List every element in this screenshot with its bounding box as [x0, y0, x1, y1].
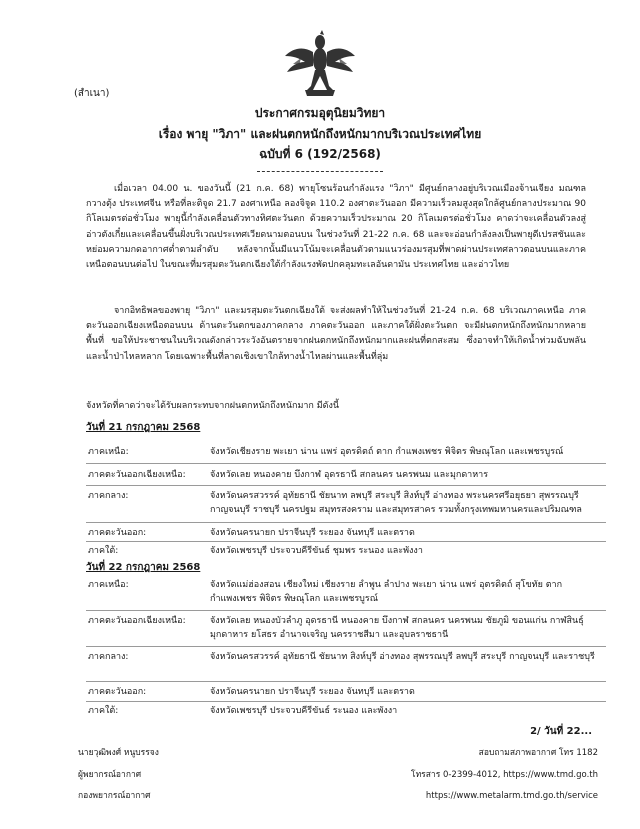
region-label: ภาคตะวันออก:	[88, 687, 147, 697]
paragraph-storm-status-text: เมื่อเวลา 04.00 น. ของวันนี้ (21 ก.ค. 68) พายุโซนร้อนกำลังแรง "วิภา" มีศูนย์กลางอยู่บริเวณเมืองจ้านเจียง มณฑลกวางตุ้ง ประเทศจีน หรือที่ละติจูด 21.7 องศาเหนือ ลองจิจูด 110.2 องศาตะวันออก มีความเร็วลมสูงสุดใกล้ศูนย์กลางประมาณ 90 กิโลเมตรต่อชั่วโมง พายุนี้กำลังเคลื่อนตัวทางทิศตะวันตก ด้วยความเร็วประมาณ 20 กิโลเมตรต่อชั่วโมง คาดว่าจะเคลื่อนตัวลงสู่อ่าวตังเกี๋ยและเคลื่อนขึ้นฝั่งบริเวณประเทศเวียดนามตอนบน ในช่วงวันที่ 21-22 ก.ค. 68 และจะอ่อนกำลังลงเป็นพายุดีเปรสชันและหย่อมความกดอากาศต่ำตามลำดับ หลังจากนั้นมีแนวโน้มจะเคลื่อนตัวตามแนวร่องมรสุมที่พาดผ่านประเทศลาวตอนบนและภาคเหนือตอนบนต่อไป ในขณะที่มรสุมตะวันตกเฉียงใต้กำลังแรงพัดปกคลุมทะเลอันดามัน ประเทศไทย และอ่าวไทย	[86, 184, 586, 271]
paragraph-impact-warning-text: จากอิทธิพลของพายุ "วิภา" และมรสุมตะวันตกเฉียงใต้ จะส่งผลทำให้ในช่วงวันที่ 21-24 ก.ค. 68 บริเวณภาคเหนือ ภาคตะวันออกเฉียงเหนือตอนบน ด้านตะวันตกของภาคกลาง ภาคตะวันออก และภาคใต้ฝั่งตะวันตก จะมีฝนตกหนักถึงหนักมากหลายพื้นที่ ขอให้ประชาชนในบริเวณดังกล่าวระวังอันตรายจากฝนตกหนักถึงหนักมากและฝนที่ตกสะสม ซึ่งอาจทำให้เกิดน้ำท่วมฉับพลันและน้ำป่าไหลหลาก โดยเฉพาะพื้นที่ลาดเชิงเขาใกล้ทางน้ำไหลผ่านและพื้นที่ลุ่ม	[86, 306, 586, 362]
region-label: ภาคตะวันออกเฉียงเหนือ:	[88, 470, 186, 480]
region-label: ภาคกลาง:	[88, 491, 129, 501]
paragraph-impact-warning	[86, 304, 586, 365]
row-divider	[86, 463, 606, 464]
contact-fax-website[interactable]: โทรสาร 0-2399-4012, https://www.tmd.go.th	[411, 770, 598, 780]
row-divider	[86, 541, 606, 542]
region-label: ภาคกลาง:	[88, 652, 129, 662]
region-provinces: จังหวัดเลย หนองคาย บึงกาฬ อุดรธานี สกลนคร นครพนม และมุกดาหาร	[210, 470, 489, 480]
row-divider	[86, 522, 606, 523]
row-divider	[86, 681, 606, 682]
region-provinces: จังหวัดเพชรบุรี ประจวบคีรีขันธ์ ระนอง และพังงา	[210, 706, 398, 716]
copy-label: (สำเนา)	[74, 88, 110, 99]
paragraph-province-intro-text: จังหวัดที่คาดว่าจะได้รับผลกระทบจากฝนตกหนักถึงหนักมาก มีดังนี้	[86, 401, 340, 411]
region-label: ภาคใต้:	[88, 706, 119, 716]
day-heading-22: วันที่ 22 กรกฎาคม 2568	[86, 562, 201, 573]
region-label: ภาคเหนือ:	[88, 447, 129, 457]
region-provinces: จังหวัดนครนายก ปราจีนบุรี ระยอง จันทบุรี และตราด	[210, 687, 415, 697]
region-label: ภาคใต้:	[88, 546, 119, 556]
page-title: ประกาศกรมอุตุนิยมวิทยา	[254, 106, 386, 120]
issue-number: ฉบับที่ 6 (192/2568)	[259, 147, 381, 161]
region-label: ภาคตะวันออก:	[88, 528, 147, 538]
continued-marker: 2/ วันที่ 22...	[530, 726, 592, 737]
region-provinces: จังหวัดนครสวรรค์ อุทัยธานี ชัยนาท ลพบุรี สระบุรี สิงห์บุรี อ่างทอง พระนครศรีอยุธยา สุพรรณบุรี กาญจนบุรี ราชบุรี นครปฐม สมุทรสงคราม และสมุทรสาคร รวมทั้งกรุงเทพมหานครและปริมณฑล	[210, 491, 582, 515]
region-provinces: จังหวัดเพชรบุรี ประจวบคีรีขันธ์ ชุมพร ระนอง และพังงา	[210, 546, 423, 556]
region-provinces: จังหวัดเชียงราย พะเยา น่าน แพร่ อุตรดิตถ์ ตาก กำแพงเพชร พิจิตร พิษณุโลก และเพชรบูรณ์	[210, 447, 564, 457]
subject-line: เรื่อง พายุ "วิภา" และฝนตกหนักถึงหนักมากบริเวณประเทศไทย	[158, 127, 482, 141]
region-provinces: จังหวัดแม่ฮ่องสอน เชียงใหม่ เชียงราย ลำพูน ลำปาง พะเยา น่าน แพร่ อุตรดิตถ์ สุโขทัย ตาก กำแพงเพชร พิจิตร พิษณุโลก และเพชรบูรณ์	[210, 580, 563, 604]
row-divider	[86, 646, 606, 647]
region-provinces: จังหวัดนครนายก ปราจีนบุรี ระยอง จันทบุรี และตราด	[210, 528, 415, 538]
garuda-emblem-icon	[283, 30, 357, 100]
row-divider	[86, 485, 606, 486]
signer-position: ผู้พยากรณ์อากาศ	[78, 770, 142, 780]
region-provinces: จังหวัดเลย หนองบัวลำภู อุดรธานี หนองคาย บึงกาฬ สกลนคร นครพนม ชัยภูมิ ขอนแก่น กาฬสินธุ์ มุกดาหาร ยโสธร อำนาจเจริญ นครราชสีมา และอุบลราชธานี	[210, 616, 584, 640]
paragraph-province-intro	[86, 399, 586, 414]
row-divider	[86, 701, 606, 702]
title-divider	[257, 171, 383, 172]
signer-name: นายวุฒิพงศ์ หนูบรรจง	[78, 748, 159, 758]
row-divider	[86, 610, 606, 611]
contact-phone: สอบถามสภาพอากาศ โทร 1182	[478, 748, 598, 758]
day-heading-21: วันที่ 21 กรกฎาคม 2568	[86, 422, 201, 433]
paragraph-storm-status	[86, 182, 586, 273]
region-label: ภาคเหนือ:	[88, 580, 129, 590]
region-label: ภาคตะวันออกเฉียงเหนือ:	[88, 616, 186, 626]
contact-alert-link[interactable]: https://www.metalarm.tmd.go.th/service	[425, 791, 598, 801]
signer-division: กองพยากรณ์อากาศ	[78, 791, 151, 801]
region-provinces: จังหวัดนครสวรรค์ อุทัยธานี ชัยนาท สิงห์บุรี อ่างทอง สุพรรณบุรี ลพบุรี สระบุรี กาญจนบุรี และราชบุรี	[210, 652, 595, 662]
